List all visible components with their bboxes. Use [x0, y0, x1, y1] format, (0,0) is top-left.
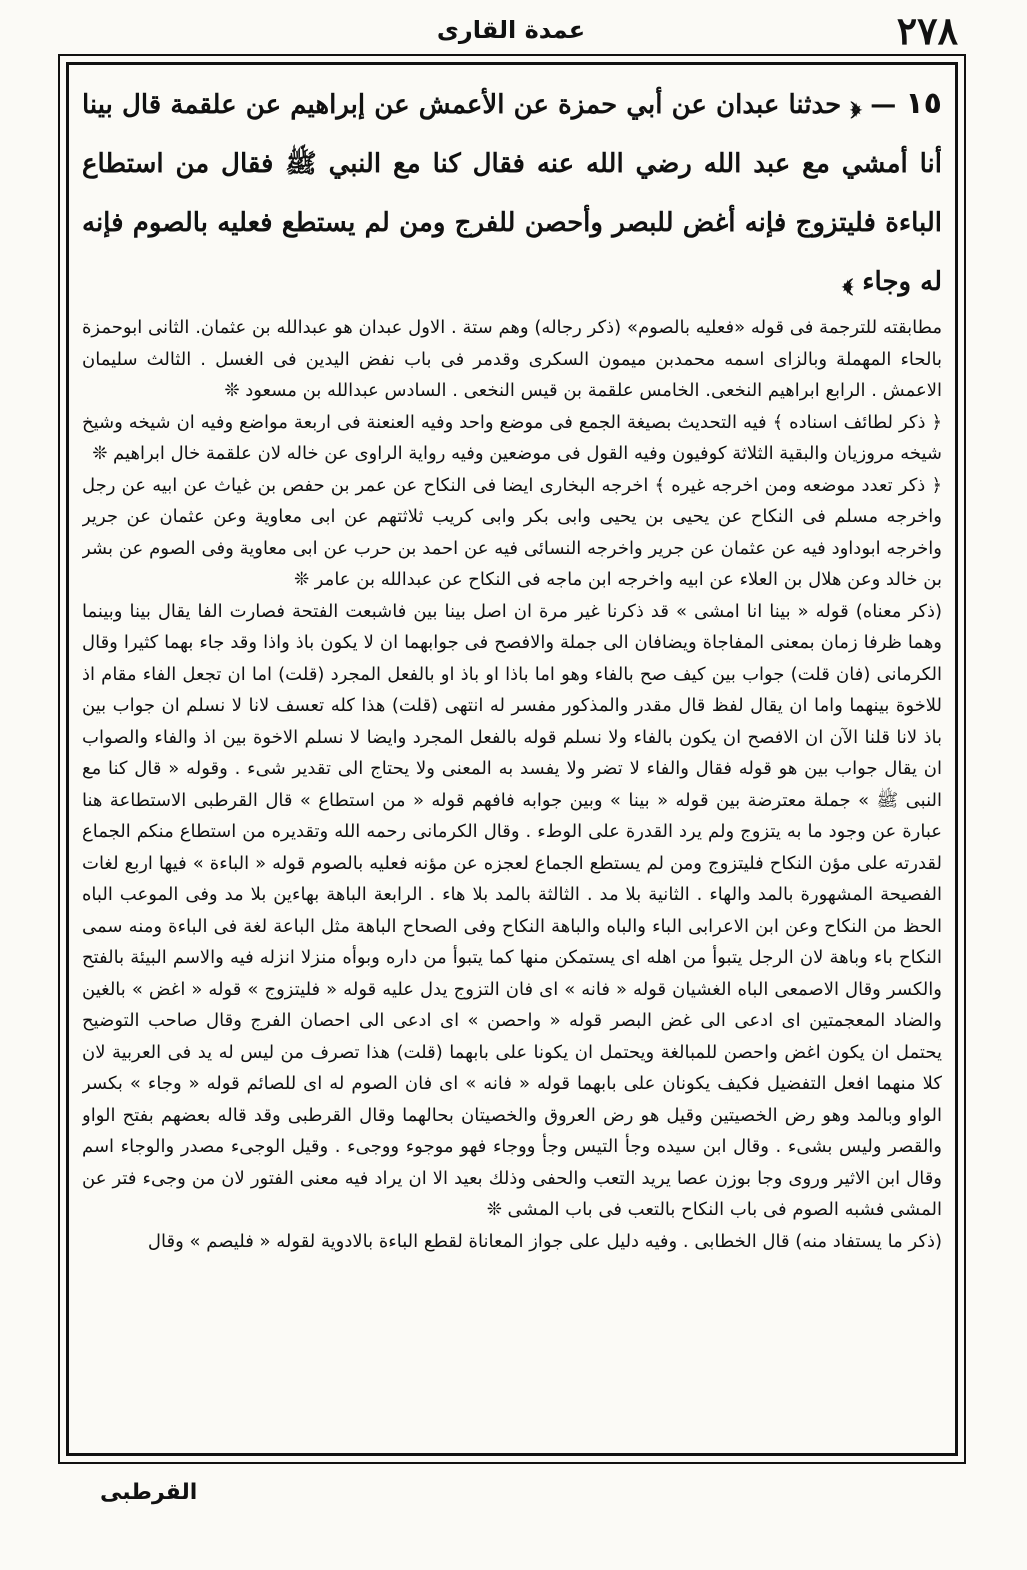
catchword: القرطبی [100, 1480, 198, 1505]
commentary-paragraph: ﴿ ذكر لطائف اسناده ﴾ فيه التحديث بصيغة الجمع فی موضع واحد وفيه العنعنة فی اربعة مواضع وفيه ان شيخه وشيخ شيخه مروزيان والبقية الثلاثة كوفيون وفيه القول فی موضعين وفيه رواية الراوی عن خاله لان علقمة خال ابراهيم ❊ [82, 411, 942, 464]
commentary-paragraph: مطابقته للترجمة فی قوله «فعليه بالصوم» (ذكر رجاله) وهم ستة . الاول عبدان هو عبدالله بن عثمان. الثانی ابوحمزة بالحاء المهملة وبالزای اسمه محمدبن ميمون السكری وقدمر فی باب نفض اليدين فی الغسل . الثالث سليمان الاعمش . الرابع ابراهيم النخعی. الخامس علقمة بن قيس النخعی . السادس عبدالله بن مسعود ❊ [82, 317, 942, 401]
commentary-paragraph: (ذكر معناه) قوله « بينا انا امشی » قد ذكرنا غير مرة ان اصل بينا بين فاشبعت الفتحة فصارت الفا يقال بينا وبينما وهما ظرفا زمان بمعنی المفاجاة ويضافان الی جملة والافصح فی جوابهما ان لا يكون باذ واذا وقد جاء بهما كثيرا وقال الكرمانی (فان قلت) جواب بين كيف صح بالفاء وهو اما باذا او باذ او بالفعل المجرد (قلت) اما ان تجعل الفاء مقام اذ للاخوة بينهما واما ان يقال لفظ قال مقدر والمذكور مفسر له انتهی (قلت) هذا كله تعسف لانا لا نسلم ان جواب بين باذ لانا قلنا الآن ان الافصح ان يكون بالفاء ولا نسلم قوله بالفعل المجرد وايضا لا نسلم الاخوة بين اذ والفاء والصواب ان يقال جواب بين هو قوله فقال والفاء لا تضر ولا يفسد به المعنی ولا يحتاج الی تقدير شیء . وقوله « قال كنا مع النبی ﷺ » جملة معترضة بين قوله « بينا » وبين جوابه فافهم قوله « من استطاع » قال القرطبی الاستطاعة هنا عبارة عن وجود ما به يتزوج ولم يرد القدرة علی الوطء . وقال الكرمانی رحمه الله وتقديره من استطاع منكم الجماع لقدرته علی مؤن النكاح فليتزوج ومن لم يستطع الجماع لعجزه عن مؤنه فعليه بالصوم قوله « الباءة » فيها اربع لغات الفصيحة المشهورة بالمد والهاء . الثانية بلا مد . الثالثة بالمد بلا هاء . الرابعة الباهة بهاءين بلا مد وفی الموعب الباه الحظ من النكاح وعن ابن الاعرابی الباء والباه والباهة النكاح وفی الصحاح الباهة مثل الباعة لغة فی الباءة ومنه سمی النكاح باء وباهة لان الرجل يتبوأ من اهله ای يستمكن منها كما يتبوأ من داره وبوأه منزلا انزله فيه والاسم البيئة بالفتح والكسر وقال الاصمعی الباه الغشيان قوله « فانه » ای فان التزوج يدل عليه قوله « فليتزوج » قوله « اغض » بالغين والضاد المعجمتين ای ادعی الی غض البصر قوله « واحصن » ای ادعی الی احصان الفرج وقال صاحب التوضيح يحتمل ان يكون اغض واحصن للمبالغة ويحتمل ان يكونا علی بابهما (قلت) هذا تصرف من ليس له يد فی العربية لان كلا منهما افعل التفضيل فكيف يكونان علی بابهما قوله « فانه » ای فان الصوم له ای للصائم قوله « وجاء » بكسر الواو وبالمد وهو رض الخصيتين وقيل هو رض العروق والخصيتان بحالهما وقال القرطبی وقد قاله بعضهم بفتح الواو والقصر وليس بشیء . وقال ابن سيده وجأ التيس وجأ ووجاء فهو موجوء ووجیء . وقيل الوجیء مصدر والوجاء اسم وقال ابن الاثير وروی وجا بوزن عصا يريد التعب والحفی وذلك بعيد الا ان يراد فيه معنی الفتور لان من وجیء فتر عن المشی فشبه الصوم فی باب النكاح بالتعب فی باب المشی ❊ [82, 600, 942, 1220]
commentary-paragraph: (ذكر ما يستفاد منه) قال الخطابی . وفيه دليل علی جواز المعاناة لقطع الباءة بالادوية لقوله « فليصم » وقال [147, 1230, 942, 1252]
hadith-block [82, 74, 942, 312]
book-title: عمدة القاری [436, 16, 586, 44]
hadith-number: ١٥ [905, 86, 942, 121]
page-content [82, 74, 942, 1449]
page-header [56, 0, 966, 52]
page-number: ٢٧٨ [896, 8, 958, 53]
commentary-paragraph: ﴿ ذكر تعدد موضعه ومن اخرجه غيره ﴾ اخرجه البخاری ايضا فی النكاح عن عمر بن حفص بن غياث عن ابيه عن رجل واخرجه مسلم فی النكاح عن يحيی بن يحيی وابی بكر وابی كريب ثلاثتهم عن ابی معاوية وعن عثمان عن جرير واخرجه ابوداود فيه عن عثمان عن جرير واخرجه النسائی فيه عن احمد بن حرب عن ابی معاوية وفی الصوم عن بشر بن خالد وعن هلال بن العلاء عن ابيه واخرجه ابن ماجه فی النكاح عن عبدالله بن عامر ❊ [82, 474, 942, 590]
hadith-text: — ﴿ حدثنا عبدان عن أبي حمزة عن الأعمش عن إبراهيم عن علقمة قال بينا أنا أمشي مع عبد الله رضي الله عنه فقال كنا مع النبي ﷺ فقال من استطاع الباءة فليتزوج فإنه أغض للبصر وأحصن للفرج ومن لم يستطع فعليه بالصوم فإنه له وجاء ﴾ [82, 90, 942, 297]
